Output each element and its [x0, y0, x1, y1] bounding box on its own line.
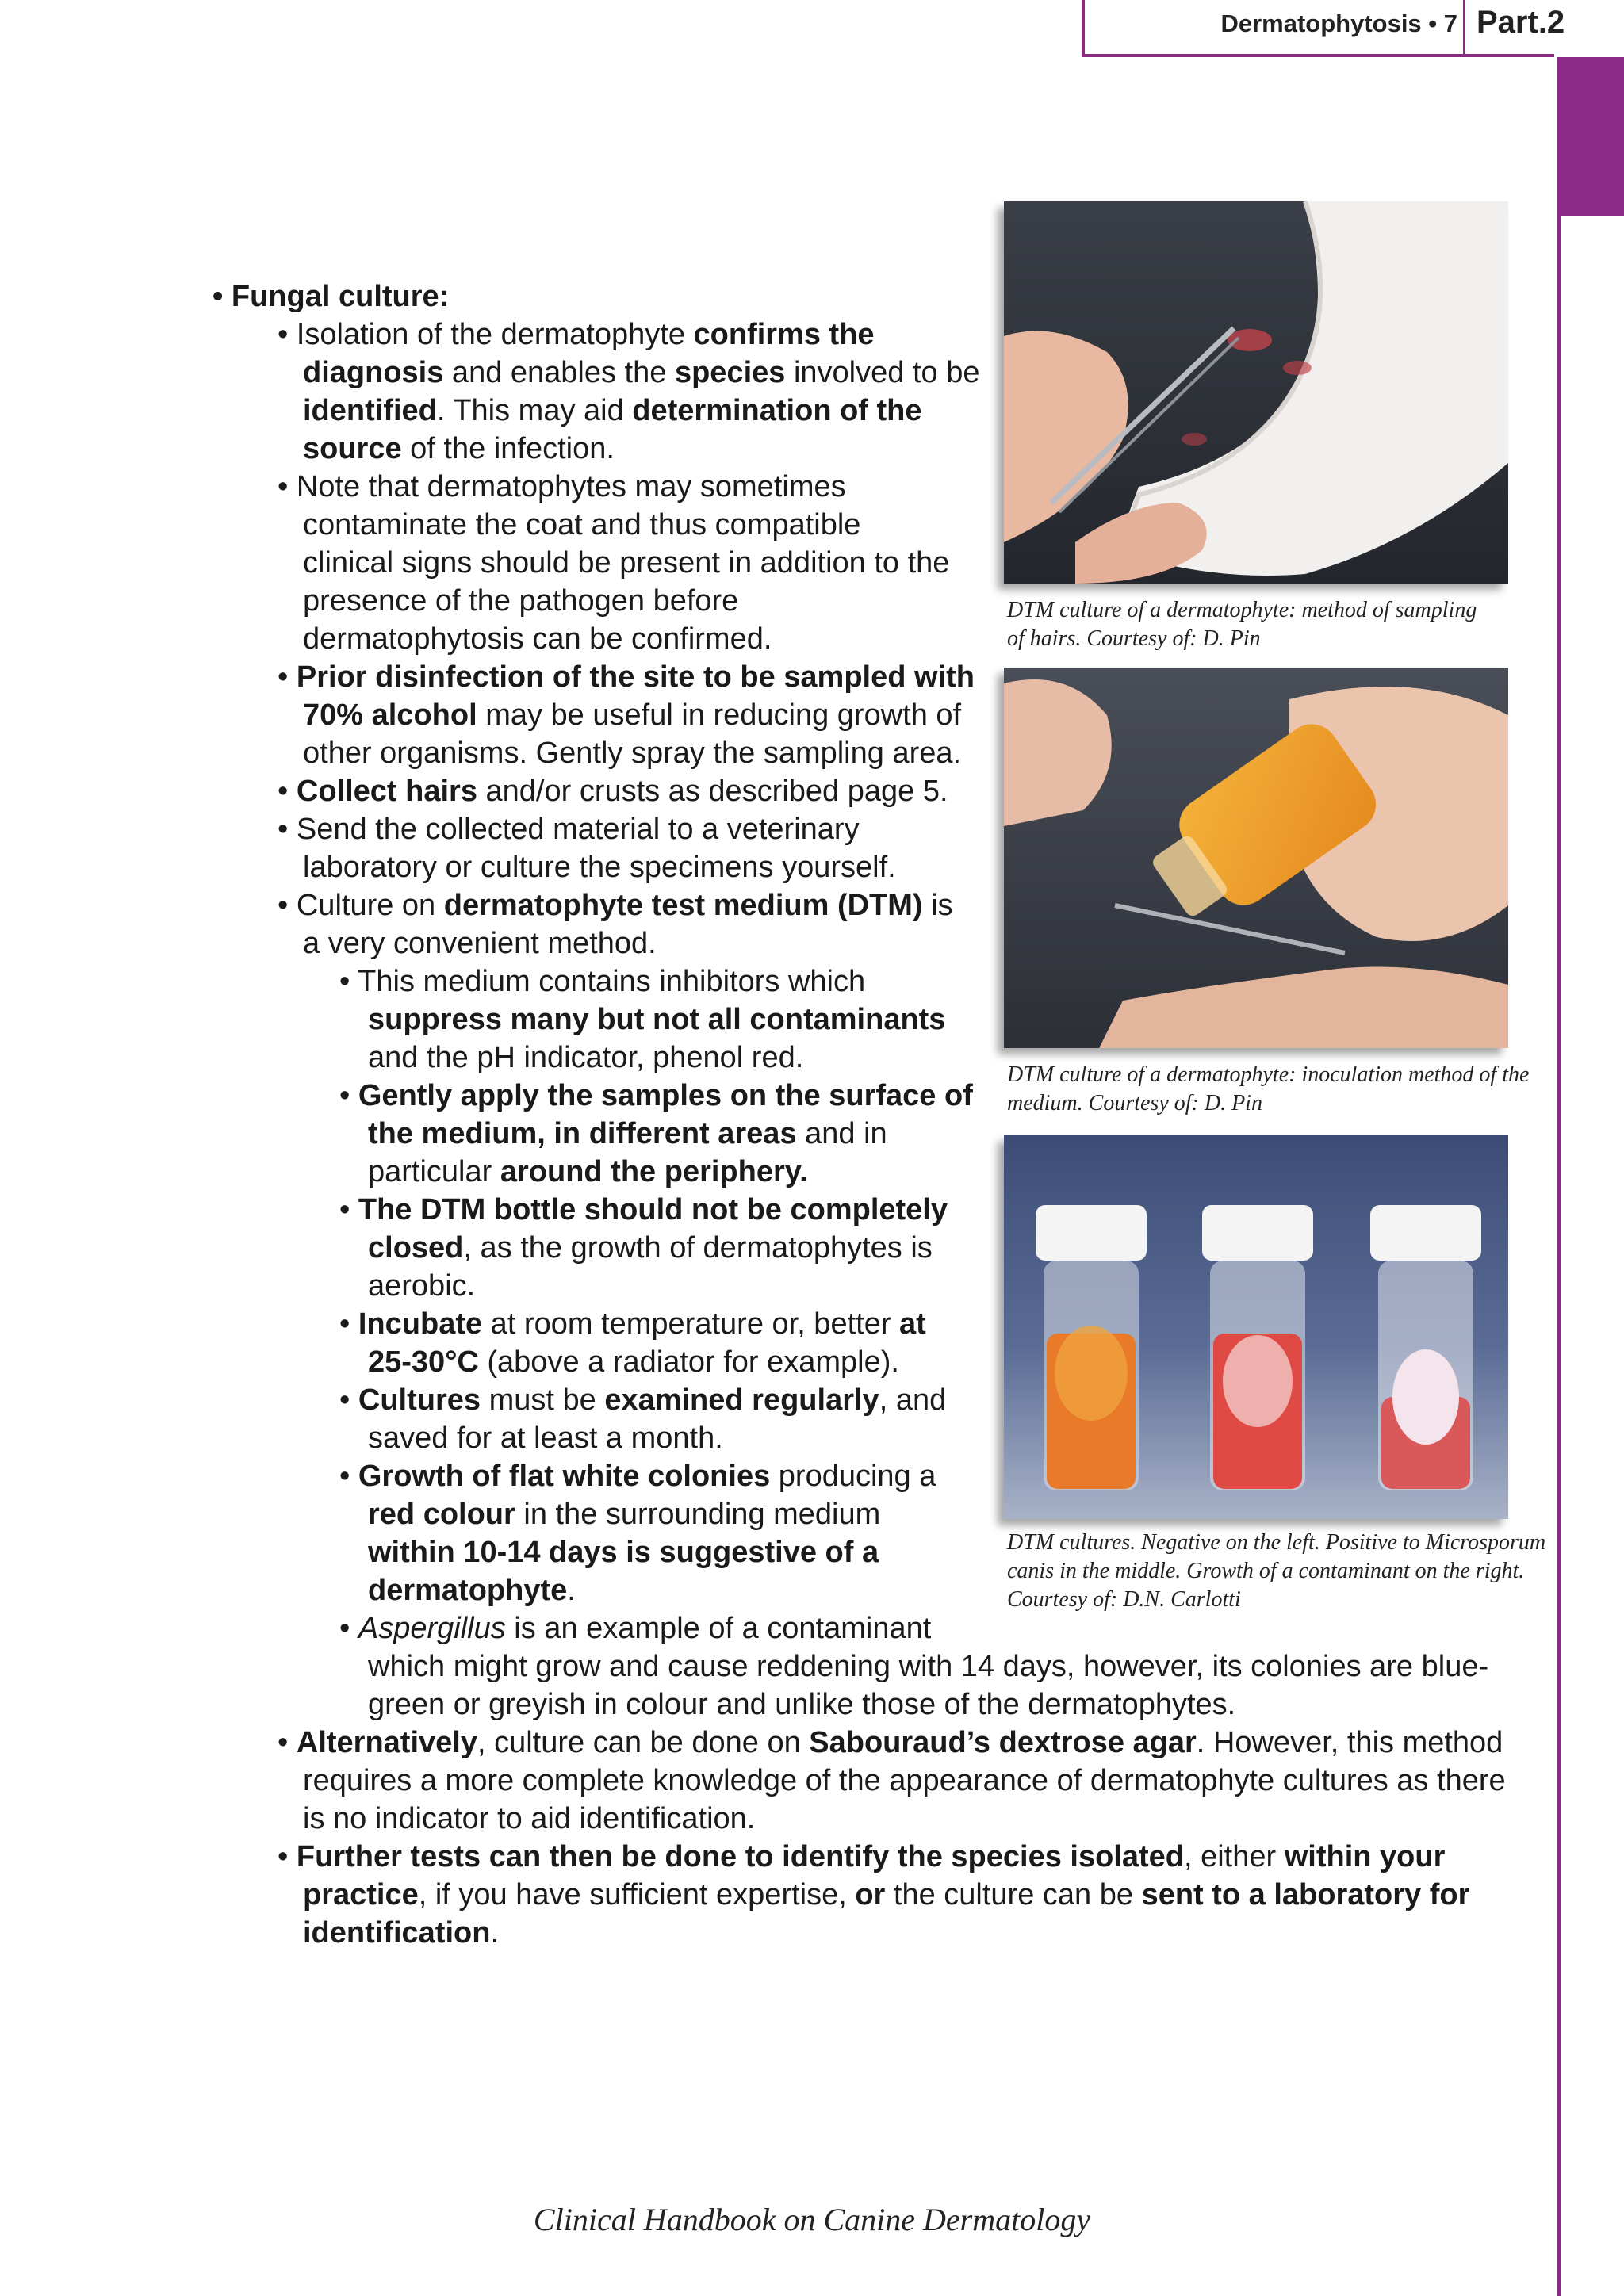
text-run: confirms the: [693, 318, 875, 351]
text-run: other organisms. Gently spray the sampling area.: [303, 737, 962, 770]
caption-line: [1007, 625, 1477, 653]
text-run: • Send the collected material to a veterinary: [278, 813, 860, 846]
text-run: • Note that dermatophytes may sometimes: [278, 470, 846, 503]
text-run: Aspergillus: [358, 1612, 506, 1645]
text-run: source: [303, 432, 402, 465]
text-run: Further tests can then be done to identify the species isolated: [296, 1840, 1184, 1873]
text-line: [278, 658, 975, 696]
text-run: •: [339, 1612, 358, 1645]
text-run: the culture can be: [885, 1878, 1142, 1911]
text-line: [368, 1419, 723, 1457]
text-run: dermatophytosis can be confirmed.: [303, 622, 772, 656]
text-run: is no indicator to aid identification.: [303, 1802, 756, 1835]
text-line: [303, 582, 738, 620]
text-run: DTM cultures. Negative on the left. Positive to: [1007, 1530, 1426, 1555]
text-run: Microsporum: [1425, 1530, 1546, 1555]
text-run: Sabouraud’s dextrose agar: [809, 1726, 1197, 1759]
text-line: [303, 924, 657, 962]
text-run: a very convenient method.: [303, 927, 657, 960]
text-run: sent to a laboratory for: [1141, 1878, 1470, 1911]
caption-inoculation: [1007, 1061, 1529, 1118]
text-run: contaminate the coat and thus compatible: [303, 508, 861, 541]
text-run: • Isolation of the dermatophyte: [278, 318, 694, 351]
text-line: [303, 1800, 755, 1838]
text-line: [303, 354, 979, 392]
text-run: •: [213, 280, 232, 313]
text-run: green or greyish in colour and unlike those of the dermatophytes.: [368, 1688, 1236, 1721]
text-line: [368, 1229, 933, 1267]
text-run: Collect hairs: [296, 775, 477, 808]
text-line: [368, 1686, 1235, 1724]
text-run: Cultures: [358, 1383, 481, 1417]
text-run: identification: [303, 1916, 491, 1950]
text-line: [278, 1838, 1445, 1876]
text-run: •: [278, 1726, 297, 1759]
text-run: and the pH indicator, phenol red.: [368, 1041, 804, 1074]
text-line: [339, 1609, 931, 1647]
text-line: [368, 1153, 808, 1191]
caption-line: [1007, 596, 1477, 625]
text-run: the medium, in different areas: [368, 1117, 797, 1150]
text-run: within your: [1284, 1840, 1446, 1873]
text-run: Fungal culture:: [231, 280, 450, 313]
text-run: laboratory or culture the specimens yourself.: [303, 851, 896, 884]
book-title-footer: Clinical Handbook on Canine Dermatology: [533, 2202, 1091, 2237]
text-line: [303, 620, 772, 658]
caption-line: [1007, 1586, 1545, 1614]
text-run: (above a radiator for example).: [478, 1345, 899, 1379]
text-line: [339, 1305, 926, 1343]
text-line: [278, 886, 953, 924]
text-run: suppress many but not all contaminants: [368, 1003, 946, 1036]
text-run: Alternatively: [296, 1726, 477, 1759]
text-run: . However, this method: [1196, 1726, 1503, 1759]
text-run: The DTM bottle should not be completely: [358, 1193, 948, 1226]
text-line: [303, 1762, 1506, 1800]
text-run: Growth of flat white colonies: [358, 1460, 771, 1493]
text-run: presence of the pathogen before: [303, 584, 739, 618]
text-line: [213, 277, 449, 316]
caption-line: [1007, 1061, 1529, 1089]
text-line: [339, 1457, 936, 1495]
text-run: may be useful in reducing growth of: [477, 698, 962, 732]
text-run: of hairs. Courtesy of: D. Pin: [1007, 626, 1261, 651]
text-run: clinical signs should be present in addition to the: [303, 546, 950, 580]
text-run: •: [278, 660, 297, 694]
text-run: dermatophyte: [368, 1574, 568, 1607]
text-run: and in: [796, 1117, 887, 1150]
text-line: [303, 1876, 1469, 1914]
text-line: [278, 810, 860, 848]
text-line: [303, 544, 949, 582]
text-run: around the periphery.: [500, 1155, 808, 1188]
caption-hair-sampling: [1007, 596, 1477, 653]
text-run: DTM culture of a dermatophyte: inoculation method of the: [1007, 1062, 1530, 1087]
text-line: [303, 430, 615, 468]
text-run: aerobic.: [368, 1269, 476, 1303]
text-line: [368, 1001, 945, 1039]
text-run: which might grow and cause reddening with 14 days, however, its colonies are blue-: [368, 1650, 1489, 1683]
part-label: Part.2: [1477, 5, 1565, 40]
text-run: in the middle. Growth of a contaminant on the right.: [1054, 1559, 1525, 1583]
text-run: species: [674, 356, 786, 389]
caption-line: [1007, 1529, 1545, 1557]
text-line: [368, 1343, 899, 1381]
text-line: [368, 1267, 475, 1305]
text-run: •: [339, 1460, 358, 1493]
text-line: [368, 1571, 576, 1609]
text-run: Courtesy of: D.N. Carlotti: [1007, 1587, 1241, 1612]
text-run: examined regularly: [604, 1383, 879, 1417]
text-run: .: [490, 1916, 500, 1950]
text-line: [303, 848, 896, 886]
text-run: involved to be: [785, 356, 980, 389]
text-line: [368, 1039, 803, 1077]
text-run: .: [567, 1574, 576, 1607]
text-run: closed: [368, 1231, 464, 1265]
text-run: •: [278, 775, 297, 808]
text-run: determination of the: [632, 394, 922, 427]
text-run: •: [339, 1307, 358, 1341]
text-run: •: [339, 1193, 358, 1226]
chapter-tab: [1557, 57, 1624, 216]
text-line: [339, 962, 865, 1001]
text-run: or: [855, 1878, 886, 1911]
text-run: , as the growth of dermatophytes is: [463, 1231, 933, 1265]
text-run: medium. Courtesy of: D. Pin: [1007, 1091, 1262, 1115]
text-run: at room temperature or, better: [482, 1307, 900, 1341]
photo-dtm-cultures: [1004, 1135, 1508, 1519]
text-line: [278, 316, 875, 354]
caption-line: [1007, 1557, 1545, 1586]
text-line: [278, 772, 948, 810]
text-run: DTM culture of a dermatophyte: method of sampling: [1007, 598, 1477, 622]
text-run: Incubate: [358, 1307, 483, 1341]
text-run: • Culture on: [278, 889, 444, 922]
text-run: is an example of a contaminant: [505, 1612, 932, 1645]
text-run: and/or crusts as described page 5.: [477, 775, 948, 808]
text-run: , either: [1183, 1840, 1285, 1873]
text-run: . This may aid: [436, 394, 633, 427]
text-run: , and: [879, 1383, 947, 1417]
caption-dtm-cultures: [1007, 1529, 1545, 1614]
text-run: diagnosis: [303, 356, 444, 389]
text-run: •: [339, 1079, 358, 1112]
text-run: saved for at least a month.: [368, 1422, 723, 1455]
text-line: [303, 392, 922, 430]
text-run: • This medium contains inhibitors which: [339, 965, 866, 998]
margin-rule: [1557, 216, 1561, 2296]
text-line: [368, 1533, 879, 1571]
text-run: producing a: [770, 1460, 936, 1493]
text-line: [303, 1914, 499, 1952]
text-line: [339, 1381, 946, 1419]
text-run: •: [339, 1383, 358, 1417]
text-run: dermatophyte test medium (DTM): [443, 889, 923, 922]
text-run: of the infection.: [401, 432, 615, 465]
text-run: red colour: [368, 1498, 515, 1531]
text-line: [278, 1724, 1503, 1762]
text-line: [368, 1115, 887, 1153]
text-run: in the surrounding medium: [515, 1498, 881, 1531]
photo-inoculation: [1004, 668, 1508, 1048]
text-run: particular: [368, 1155, 500, 1188]
text-run: within 10-14 days is suggestive of a: [368, 1536, 879, 1569]
text-run: Gently apply the samples on the surface of: [358, 1079, 973, 1112]
text-line: [278, 468, 846, 506]
text-line: [303, 734, 961, 772]
text-run: and enables the: [443, 356, 675, 389]
text-line: [303, 506, 860, 544]
text-run: practice: [303, 1878, 419, 1911]
text-run: , if you have sufficient expertise,: [418, 1878, 856, 1911]
text-run: must be: [481, 1383, 605, 1417]
photo-hair-sampling: [1004, 201, 1508, 584]
text-run: •: [278, 1840, 297, 1873]
text-run: 70% alcohol: [303, 698, 477, 732]
text-run: Prior disinfection of the site to be sampled with: [296, 660, 975, 694]
caption-line: [1007, 1089, 1529, 1118]
text-run: , culture can be done on: [477, 1726, 810, 1759]
text-run: at: [899, 1307, 926, 1341]
text-run: requires a more complete knowledge of the appearance of dermatophyte cultures as there: [303, 1764, 1506, 1797]
text-line: [339, 1191, 948, 1229]
text-line: [368, 1495, 880, 1533]
text-run: 25-30°C: [368, 1345, 479, 1379]
text-run: canis: [1007, 1559, 1055, 1583]
text-line: [339, 1077, 973, 1115]
text-line: [303, 696, 961, 734]
text-line: [368, 1647, 1488, 1686]
text-run: identified: [303, 394, 437, 427]
running-head: Dermatophytosis • 7: [1220, 10, 1457, 37]
text-run: is: [922, 889, 953, 922]
